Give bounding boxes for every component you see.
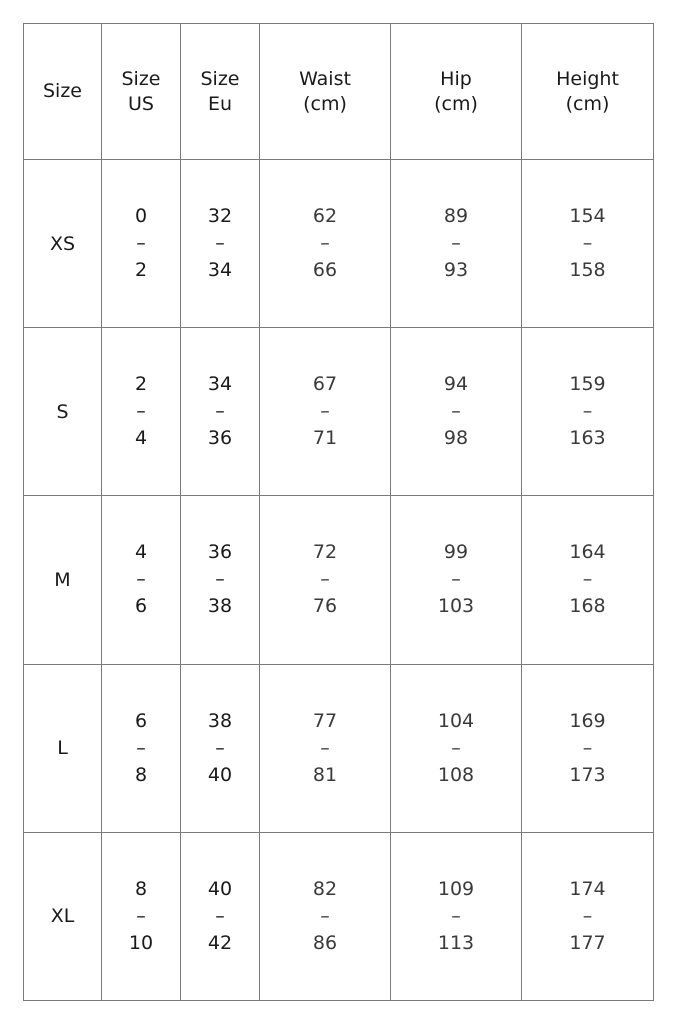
waist-min-value: 67 [312,373,338,396]
size-chart-table [23,23,654,1001]
header-size-eu-line1: Size [200,67,240,90]
waist-max-value: 71 [312,427,338,450]
size-label-cell: M [24,496,102,664]
size-label-cell: S [24,328,102,496]
size-eu-range-cell [181,160,260,328]
header-size-eu [181,24,260,160]
height-min-value: 164 [569,541,606,564]
size-eu-max-value: 36 [207,427,233,450]
range-separator: – [215,904,225,927]
size-us-max-value: 4 [134,427,148,450]
size-eu-max-value: 34 [207,259,233,282]
size-eu-min-value: 34 [207,373,233,396]
size-us-range-cell [102,832,181,1000]
range-separator: – [136,904,146,927]
size-us-min-value: 8 [134,877,148,900]
height-max-value: 158 [569,259,606,282]
hip-min-value: 104 [437,709,475,732]
range-separator: – [136,400,146,423]
range-separator: – [582,904,593,927]
height-max-value: 177 [569,931,606,954]
height-min-value: 174 [569,877,606,900]
height-range-cell [522,160,654,328]
header-size-us-line2: US [128,92,154,115]
size-us-max-value: 10 [128,931,154,954]
waist-range-cell [260,496,391,664]
size-eu-range-cell [181,664,260,832]
range-separator: – [320,232,330,255]
size-eu-max-value: 40 [207,763,233,786]
hip-max-value: 103 [437,595,475,618]
header-size [24,24,102,160]
range-separator: – [582,736,593,759]
range-separator: – [451,568,461,591]
waist-max-value: 81 [312,763,338,786]
size-us-max-value: 2 [134,259,148,282]
hip-max-value: 93 [443,259,469,282]
hip-min-value: 89 [443,205,469,228]
header-height [522,24,654,160]
range-separator: – [320,568,330,591]
header-waist-line2: (cm) [303,92,347,115]
waist-min-value: 62 [312,205,338,228]
size-us-min-value: 6 [134,709,148,732]
size-eu-min-value: 40 [207,877,233,900]
hip-min-value: 94 [443,373,469,396]
header-hip-line1: Hip [440,67,472,90]
size-us-range-cell [102,160,181,328]
header-waist-line1: Waist [299,67,351,90]
height-range-cell [522,328,654,496]
height-min-value: 154 [569,205,606,228]
range-separator: – [136,736,146,759]
height-range-cell [522,832,654,1000]
hip-min-value: 109 [437,877,475,900]
range-separator: – [320,736,330,759]
size-us-min-value: 0 [134,205,148,228]
size-eu-min-value: 38 [207,709,233,732]
size-us-min-value: 2 [134,373,148,396]
header-size-eu-line2: Eu [207,92,233,115]
size-eu-max-value: 38 [207,595,233,618]
range-separator: – [451,736,461,759]
size-chart-body [24,160,654,1001]
waist-range-cell [260,328,391,496]
size-us-min-value: 4 [134,541,148,564]
header-size-us-line1: Size [121,67,161,90]
waist-max-value: 76 [312,595,338,618]
range-separator: – [582,232,593,255]
size-label-cell: L [24,664,102,832]
waist-min-value: 77 [312,709,338,732]
height-min-value: 169 [569,709,606,732]
size-us-max-value: 6 [134,595,148,618]
header-size-us [102,24,181,160]
range-separator: – [451,400,461,423]
waist-max-value: 66 [312,259,338,282]
height-range-cell [522,664,654,832]
table-row [24,328,654,496]
table-row [24,664,654,832]
range-separator: – [451,904,461,927]
size-eu-range-cell [181,328,260,496]
header-size-label: Size [42,80,82,102]
range-separator: – [215,568,225,591]
table-row [24,832,654,1000]
hip-max-value: 108 [437,763,475,786]
size-eu-min-value: 32 [207,205,233,228]
header-row [24,24,654,160]
waist-min-value: 72 [312,541,338,564]
size-us-range-cell [102,328,181,496]
range-separator: – [451,232,461,255]
size-us-range-cell [102,664,181,832]
height-max-value: 163 [569,427,606,450]
height-range-cell [522,496,654,664]
waist-range-cell [260,664,391,832]
size-eu-max-value: 42 [207,931,233,954]
hip-range-cell [391,832,522,1000]
hip-range-cell [391,664,522,832]
range-separator: – [215,400,225,423]
range-separator: – [582,400,593,423]
size-us-max-value: 8 [134,763,148,786]
header-hip [391,24,522,160]
hip-max-value: 98 [443,427,469,450]
waist-max-value: 86 [312,931,338,954]
size-label-cell: XS [24,160,102,328]
table-row [24,496,654,664]
hip-range-cell [391,160,522,328]
waist-min-value: 82 [312,877,338,900]
range-separator: – [215,736,225,759]
table-row [24,160,654,328]
hip-range-cell [391,328,522,496]
hip-range-cell [391,496,522,664]
hip-max-value: 113 [437,931,475,954]
size-label-cell: XL [24,832,102,1000]
range-separator: – [136,232,146,255]
height-min-value: 159 [569,373,606,396]
hip-min-value: 99 [443,541,469,564]
header-height-line2: (cm) [565,92,610,115]
height-max-value: 173 [569,763,606,786]
range-separator: – [582,568,593,591]
range-separator: – [320,400,330,423]
size-eu-min-value: 36 [207,541,233,564]
header-waist [260,24,391,160]
size-eu-range-cell [181,832,260,1000]
size-us-range-cell [102,496,181,664]
size-eu-range-cell [181,496,260,664]
header-hip-line2: (cm) [434,92,478,115]
range-separator: – [215,232,225,255]
height-max-value: 168 [569,595,606,618]
header-height-line1: Height [556,67,619,90]
range-separator: – [136,568,146,591]
waist-range-cell [260,160,391,328]
waist-range-cell [260,832,391,1000]
range-separator: – [320,904,330,927]
